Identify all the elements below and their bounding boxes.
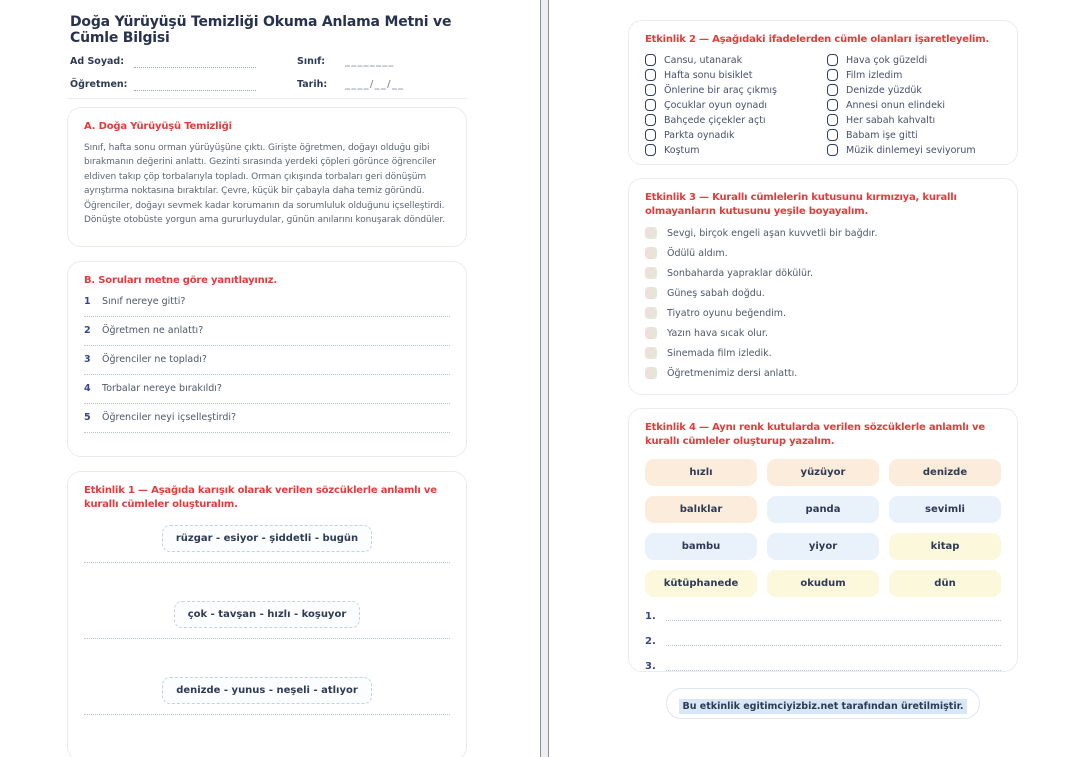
date-label: Tarih: <box>297 79 328 90</box>
word-box: panda <box>767 496 879 523</box>
checkbox[interactable] <box>827 114 838 126</box>
question-number: 5 <box>84 412 91 423</box>
option-label: Film izledim <box>846 69 903 81</box>
sentence-text: Sevgi, birçok engeli aşan kuvvetli bir bağdır. <box>667 227 878 239</box>
answer-number: 1. <box>645 611 656 622</box>
option-label: Parkta oynadık <box>664 129 735 141</box>
option-label: Hava çok güzeldi <box>846 54 928 66</box>
color-box[interactable] <box>645 307 657 319</box>
activity2-options <box>645 54 1001 156</box>
color-box[interactable] <box>645 267 657 279</box>
checkbox[interactable] <box>827 144 838 156</box>
activity1-title: Etkinlik 1 — Aşağıda karışık olarak verilen sözcüklerle anlamlı ve kurallı cümleler oluşturalım. <box>84 485 437 510</box>
option-label: Koştum <box>664 144 700 156</box>
word-box: balıklar <box>645 496 757 523</box>
answer-line[interactable] <box>666 658 1001 671</box>
word-box: okudum <box>767 570 879 597</box>
credit-badge <box>666 688 979 719</box>
scrambled-words-box: rüzgar - esiyor - şiddetli - bugün <box>162 525 372 552</box>
word-grid <box>645 459 1001 597</box>
teacher-input-line[interactable] <box>134 78 256 91</box>
name-label: Ad Soyad: <box>70 56 125 67</box>
question-number: 4 <box>84 383 91 394</box>
answer-line[interactable] <box>84 307 450 317</box>
class-input-line[interactable]: ________ <box>345 56 395 67</box>
word-box: hızlı <box>645 459 757 486</box>
option-label: Çocuklar oyun oynadı <box>664 99 768 111</box>
checkbox[interactable] <box>645 84 656 96</box>
page-separator <box>540 0 549 757</box>
color-box[interactable] <box>645 327 657 339</box>
checkbox-option <box>645 69 819 81</box>
option-label: Müzik dinlemeyi seviyorum <box>846 144 976 156</box>
checkbox[interactable] <box>645 144 656 156</box>
answer-line[interactable] <box>84 552 450 563</box>
section-b-title: B. Soruları metne göre yanıtlayınız. <box>84 275 278 286</box>
section-a-card <box>67 107 467 247</box>
colorable-item <box>645 307 1001 319</box>
checkbox-option <box>827 129 1001 141</box>
colorable-item <box>645 267 1001 279</box>
date-input-line[interactable]: ____/__/__ <box>345 79 405 90</box>
header-fields <box>70 55 467 91</box>
option-label: Cansu, utanarak <box>664 54 743 66</box>
colorable-item <box>645 347 1001 359</box>
numbered-answer-row <box>645 659 1001 672</box>
page-right <box>549 0 1086 757</box>
word-box: dün <box>889 570 1001 597</box>
sentence-text: Yazın hava sıcak olur. <box>667 327 768 339</box>
activity4-card <box>628 408 1018 672</box>
scrambled-words-box: çok - tavşan - hızlı - koşuyor <box>174 601 361 628</box>
word-box: denizde <box>889 459 1001 486</box>
checkbox[interactable] <box>645 54 656 66</box>
teacher-label: Öğretmen: <box>70 79 128 90</box>
question-text: Torbalar nereye bırakıldı? <box>102 383 222 394</box>
option-label: Annesi onun elindeki <box>846 99 946 111</box>
colorable-item <box>645 287 1001 299</box>
checkbox-option <box>827 54 1001 66</box>
answer-line[interactable] <box>666 633 1001 646</box>
colorable-item <box>645 327 1001 339</box>
activity2-card <box>628 20 1018 165</box>
checkbox[interactable] <box>827 84 838 96</box>
checkbox-option <box>827 114 1001 126</box>
activity3-title: Etkinlik 3 — Kurallı cümlelerin kutusunu kırmızıya, kurallı olmayanların kutusunu yeşile boyayalım. <box>645 192 957 217</box>
checkbox[interactable] <box>827 54 838 66</box>
answer-line[interactable] <box>84 336 450 346</box>
question-row <box>84 296 450 307</box>
answer-line[interactable] <box>666 608 1001 621</box>
answer-number: 2. <box>645 636 656 647</box>
activity3-card <box>628 178 1018 395</box>
checkbox-option <box>645 99 819 111</box>
word-box: bambu <box>645 533 757 560</box>
checkbox[interactable] <box>645 99 656 111</box>
sentence-text: Tiyatro oyunu beğendim. <box>667 307 787 319</box>
section-b-card <box>67 261 467 457</box>
question-row <box>84 412 450 423</box>
color-box[interactable] <box>645 247 657 259</box>
option-label: Babam işe gitti <box>846 129 918 141</box>
option-label: Hafta sonu bisiklet <box>664 69 753 81</box>
section-a-text: Sınıf, hafta sonu orman yürüyüşüne çıktı. Girişte öğretmen, doğayı olduğu gibi bırakmanın değerini anlattı. Gezinti sırasında yerdeki çöpleri görünce öğrenciler eldiven takıp çöp torbalarıyla topladı. Orman çıkışında torbaları geri dönüşüm ayrıştırma noktasına bıraktılar. Çevre, küçük bir çabayla daha temiz göründü. Öğrenciler, doğayı sevmek kadar korumanın da sorumluluk olduğunu içselleştirdi. Dönüşte otobüste yorgun ama gururluydular, günün anılarını konuşarak döndüler. <box>84 143 445 226</box>
checkbox[interactable] <box>827 129 838 141</box>
color-box[interactable] <box>645 367 657 379</box>
class-label: Sınıf: <box>297 56 326 67</box>
word-box: yüzüyor <box>767 459 879 486</box>
option-label: Önlerine bir araç çıkmış <box>664 84 778 96</box>
question-number: 2 <box>84 325 91 336</box>
color-box[interactable] <box>645 287 657 299</box>
sentence-text: Sonbaharda yapraklar dökülür. <box>667 267 814 279</box>
answer-line[interactable] <box>84 365 450 375</box>
page-title: Doğa Yürüyüşü Temizliği Okuma Anlama Metni ve Cümle Bilgisi <box>70 14 452 46</box>
activity4-title: Etkinlik 4 — Aynı renk kutularda verilen sözcüklerle anlamlı ve kurallı cümleler oluşturup yazalım. <box>645 422 985 447</box>
word-group <box>84 525 450 552</box>
checkbox-option <box>827 99 1001 111</box>
question-row <box>84 354 450 365</box>
question-text: Öğrenciler ne topladı? <box>102 354 207 365</box>
checkbox-option <box>645 54 819 66</box>
checkbox[interactable] <box>645 69 656 81</box>
checkbox-option <box>645 114 819 126</box>
option-label: Her sabah kahvaltı <box>846 114 936 126</box>
checkbox-option <box>827 144 1001 156</box>
checkbox-option <box>645 129 819 141</box>
section-a-title: A. Doğa Yürüyüşü Temizliği <box>84 121 232 132</box>
option-label: Bahçede çiçekler açtı <box>664 114 766 126</box>
color-box[interactable] <box>645 347 657 359</box>
question-row <box>84 325 450 336</box>
option-label: Denizde yüzdük <box>846 84 922 96</box>
page-left <box>0 0 540 757</box>
color-box[interactable] <box>645 227 657 239</box>
word-box: kitap <box>889 533 1001 560</box>
colorable-item <box>645 247 1001 259</box>
word-box: kütüphanede <box>645 570 757 597</box>
question-number: 1 <box>84 296 91 307</box>
answer-line[interactable] <box>84 628 450 639</box>
word-box: sevimli <box>889 496 1001 523</box>
header-divider <box>67 98 467 99</box>
answer-line[interactable] <box>84 423 450 433</box>
checkbox-option <box>827 69 1001 81</box>
question-text: Öğretmen ne anlattı? <box>102 325 204 336</box>
checkbox-option <box>827 84 1001 96</box>
checkbox[interactable] <box>645 114 656 126</box>
activity2-title: Etkinlik 2 — Aşağıdaki ifadelerden cümle olanları işaretleyelim. <box>645 34 990 45</box>
sentence-text: Ödülü aldım. <box>667 247 728 259</box>
name-input-line[interactable] <box>134 55 256 68</box>
scrambled-words-box: denizde - yunus - neşeli - atlıyor <box>162 677 372 704</box>
answer-line[interactable] <box>84 394 450 404</box>
answer-number: 3. <box>645 661 656 672</box>
word-group <box>84 601 450 628</box>
colorable-item <box>645 367 1001 379</box>
question-number: 3 <box>84 354 91 365</box>
checkbox[interactable] <box>645 129 656 141</box>
checkbox-option <box>645 144 819 156</box>
checkbox[interactable] <box>827 99 838 111</box>
word-group <box>84 677 450 704</box>
sentence-text: Güneş sabah doğdu. <box>667 287 765 299</box>
colorable-item <box>645 227 1001 239</box>
sentence-text: Öğretmenimiz dersi anlattı. <box>667 367 798 379</box>
question-row <box>84 383 450 394</box>
question-text: Sınıf nereye gitti? <box>102 296 186 307</box>
checkbox-option <box>645 84 819 96</box>
word-box: yiyor <box>767 533 879 560</box>
credit-text: Bu etkinlik egitimciyizbiz.net tarafından üretilmiştir. <box>679 699 966 714</box>
sentence-text: Sinemada film izledik. <box>667 347 772 359</box>
numbered-answer-row <box>645 634 1001 647</box>
checkbox[interactable] <box>827 69 838 81</box>
answer-line[interactable] <box>84 704 450 715</box>
numbered-answer-row <box>645 609 1001 622</box>
activity1-card <box>67 471 467 757</box>
question-text: Öğrenciler neyi içselleştirdi? <box>102 412 237 423</box>
